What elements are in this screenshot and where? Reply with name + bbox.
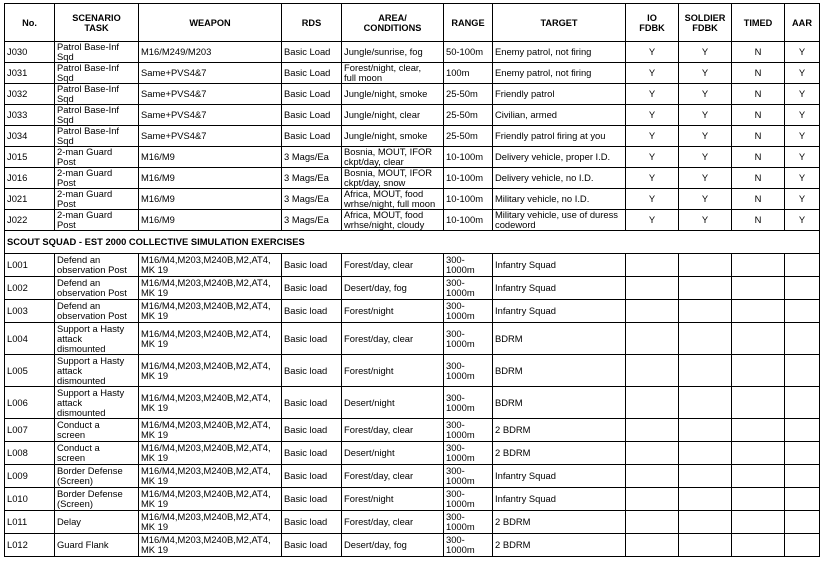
cell-area: Desert/day, fog (342, 534, 444, 557)
col-header-io-fdbk: IO FDBK (626, 4, 679, 42)
cell-aar (785, 277, 820, 300)
cell-task: Border Defense (Screen) (55, 488, 139, 511)
cell-timed: N (732, 42, 785, 63)
cell-soldier (679, 300, 732, 323)
cell-soldier: Y (679, 42, 732, 63)
cell-target: Infantry Squad (493, 300, 626, 323)
cell-range: 300- 1000m (444, 465, 493, 488)
cell-area: Forest/day, clear (342, 419, 444, 442)
cell-rds: Basic load (282, 323, 342, 355)
cell-aar (785, 355, 820, 387)
cell-io (626, 488, 679, 511)
col-header-rds: RDS (282, 4, 342, 42)
cell-io (626, 465, 679, 488)
cell-rds: Basic Load (282, 42, 342, 63)
cell-io: Y (626, 147, 679, 168)
cell-no: L006 (5, 387, 55, 419)
cell-soldier: Y (679, 210, 732, 231)
cell-timed (732, 488, 785, 511)
cell-timed: N (732, 105, 785, 126)
exercise-table (4, 3, 820, 557)
cell-timed (732, 511, 785, 534)
cell-io: Y (626, 210, 679, 231)
cell-range: 10-100m (444, 168, 493, 189)
table-row (5, 300, 820, 323)
cell-task: Patrol Base-Inf Sqd (55, 105, 139, 126)
cell-range: 300- 1000m (444, 488, 493, 511)
col-header-range: RANGE (444, 4, 493, 42)
cell-soldier (679, 419, 732, 442)
table-row (5, 105, 820, 126)
cell-rds: Basic load (282, 442, 342, 465)
cell-no: L010 (5, 488, 55, 511)
cell-task: Patrol Base-Inf Sqd (55, 84, 139, 105)
cell-task: Defend an observation Post (55, 300, 139, 323)
cell-target: Military vehicle, no I.D. (493, 189, 626, 210)
top-section (5, 42, 820, 231)
table-row (5, 442, 820, 465)
table-row (5, 488, 820, 511)
cell-soldier (679, 355, 732, 387)
table-row (5, 254, 820, 277)
cell-soldier: Y (679, 105, 732, 126)
cell-weapon: M16/M4,M203,M240B,M2,AT4, MK 19 (139, 277, 282, 300)
col-header-no: No. (5, 4, 55, 42)
cell-io (626, 355, 679, 387)
cell-io (626, 534, 679, 557)
cell-target: Enemy patrol, not firing (493, 63, 626, 84)
cell-range: 25-50m (444, 126, 493, 147)
cell-rds: Basic load (282, 534, 342, 557)
table-row (5, 465, 820, 488)
col-header-task: SCENARIO TASK (55, 4, 139, 42)
cell-io (626, 419, 679, 442)
cell-range: 10-100m (444, 147, 493, 168)
col-header-target: TARGET (493, 4, 626, 42)
table-row (5, 534, 820, 557)
cell-soldier (679, 534, 732, 557)
cell-range: 300- 1000m (444, 300, 493, 323)
cell-task: Guard Flank (55, 534, 139, 557)
cell-aar (785, 300, 820, 323)
cell-task: Defend an observation Post (55, 277, 139, 300)
cell-weapon: M16/M4,M203,M240B,M2,AT4, MK 19 (139, 534, 282, 557)
cell-rds: Basic load (282, 387, 342, 419)
cell-area: Jungle/night, smoke (342, 126, 444, 147)
cell-soldier (679, 488, 732, 511)
col-header-soldier-fdbk: SOLDIER FDBK (679, 4, 732, 42)
cell-range: 300- 1000m (444, 511, 493, 534)
cell-weapon: M16/M4,M203,M240B,M2,AT4, MK 19 (139, 355, 282, 387)
cell-no: J016 (5, 168, 55, 189)
cell-soldier (679, 511, 732, 534)
cell-soldier (679, 442, 732, 465)
cell-weapon: M16/M4,M203,M240B,M2,AT4, MK 19 (139, 442, 282, 465)
cell-target: 2 BDRM (493, 419, 626, 442)
cell-area: Desert/day, fog (342, 277, 444, 300)
col-header-area: AREA/ CONDITIONS (342, 4, 444, 42)
cell-io: Y (626, 189, 679, 210)
table-row (5, 42, 820, 63)
cell-timed (732, 419, 785, 442)
cell-no: L004 (5, 323, 55, 355)
cell-rds: Basic load (282, 488, 342, 511)
cell-io (626, 511, 679, 534)
cell-weapon: M16/M4,M203,M240B,M2,AT4, MK 19 (139, 254, 282, 277)
cell-range: 50-100m (444, 42, 493, 63)
cell-weapon: Same+PVS4&7 (139, 126, 282, 147)
cell-weapon: Same+PVS4&7 (139, 63, 282, 84)
cell-soldier (679, 277, 732, 300)
cell-io (626, 254, 679, 277)
cell-io: Y (626, 63, 679, 84)
cell-io (626, 323, 679, 355)
table-row (5, 210, 820, 231)
cell-target: 2 BDRM (493, 534, 626, 557)
cell-aar: Y (785, 84, 820, 105)
cell-weapon: M16/M4,M203,M240B,M2,AT4, MK 19 (139, 465, 282, 488)
cell-area: Desert/night (342, 387, 444, 419)
cell-target: Infantry Squad (493, 488, 626, 511)
cell-area: Forest/day, clear (342, 511, 444, 534)
cell-rds: 3 Mags/Ea (282, 189, 342, 210)
cell-aar (785, 442, 820, 465)
cell-weapon: Same+PVS4&7 (139, 105, 282, 126)
section-title: SCOUT SQUAD - EST 2000 COLLECTIVE SIMULATION EXERCISES (5, 231, 820, 254)
cell-timed (732, 300, 785, 323)
cell-aar: Y (785, 189, 820, 210)
cell-area: Jungle/night, clear (342, 105, 444, 126)
table-row (5, 323, 820, 355)
cell-io (626, 387, 679, 419)
cell-rds: 3 Mags/Ea (282, 147, 342, 168)
table-row (5, 126, 820, 147)
cell-area: Desert/night (342, 442, 444, 465)
cell-task: 2-man Guard Post (55, 210, 139, 231)
cell-no: L008 (5, 442, 55, 465)
cell-range: 25-50m (444, 105, 493, 126)
cell-task: 2-man Guard Post (55, 147, 139, 168)
cell-timed: N (732, 63, 785, 84)
cell-target: Enemy patrol, not firing (493, 42, 626, 63)
cell-weapon: M16/M9 (139, 147, 282, 168)
cell-aar (785, 534, 820, 557)
cell-no: J021 (5, 189, 55, 210)
cell-aar: Y (785, 42, 820, 63)
cell-soldier (679, 254, 732, 277)
cell-target: Infantry Squad (493, 465, 626, 488)
cell-range: 300- 1000m (444, 277, 493, 300)
cell-task: Delay (55, 511, 139, 534)
cell-soldier (679, 323, 732, 355)
cell-range: 300- 1000m (444, 355, 493, 387)
cell-weapon: M16/M4,M203,M240B,M2,AT4, MK 19 (139, 323, 282, 355)
cell-area: Forest/night (342, 300, 444, 323)
cell-timed: N (732, 168, 785, 189)
cell-area: Africa, MOUT, food wrhse/night, cloudy (342, 210, 444, 231)
cell-task: Support a Hasty attack dismounted (55, 355, 139, 387)
cell-rds: 3 Mags/Ea (282, 210, 342, 231)
cell-no: J030 (5, 42, 55, 63)
cell-io: Y (626, 84, 679, 105)
cell-weapon: M16/M4,M203,M240B,M2,AT4, MK 19 (139, 419, 282, 442)
cell-weapon: M16/M4,M203,M240B,M2,AT4, MK 19 (139, 488, 282, 511)
cell-area: Forest/night (342, 488, 444, 511)
cell-no: J033 (5, 105, 55, 126)
cell-area: Forest/night (342, 355, 444, 387)
cell-io (626, 300, 679, 323)
cell-weapon: M16/M9 (139, 168, 282, 189)
section-heading-row (5, 231, 820, 254)
cell-rds: Basic Load (282, 63, 342, 84)
cell-no: L003 (5, 300, 55, 323)
cell-io (626, 442, 679, 465)
cell-task: Patrol Base-Inf Sqd (55, 42, 139, 63)
cell-task: Defend an observation Post (55, 254, 139, 277)
cell-range: 10-100m (444, 210, 493, 231)
bottom-section (5, 254, 820, 557)
cell-target: Delivery vehicle, proper I.D. (493, 147, 626, 168)
cell-weapon: Same+PVS4&7 (139, 84, 282, 105)
cell-soldier: Y (679, 84, 732, 105)
cell-aar (785, 419, 820, 442)
cell-io: Y (626, 105, 679, 126)
cell-range: 300- 1000m (444, 254, 493, 277)
cell-aar: Y (785, 168, 820, 189)
cell-no: L012 (5, 534, 55, 557)
cell-aar: Y (785, 147, 820, 168)
cell-aar (785, 387, 820, 419)
cell-task: 2-man Guard Post (55, 189, 139, 210)
section-break (5, 231, 820, 254)
cell-weapon: M16/M9 (139, 210, 282, 231)
cell-area: Bosnia, MOUT, IFOR ckpt/day, snow (342, 168, 444, 189)
cell-area: Jungle/night, smoke (342, 84, 444, 105)
cell-no: L001 (5, 254, 55, 277)
cell-range: 10-100m (444, 189, 493, 210)
cell-target: Infantry Squad (493, 254, 626, 277)
cell-task: Patrol Base-Inf Sqd (55, 63, 139, 84)
cell-no: L007 (5, 419, 55, 442)
cell-target: Military vehicle, use of duress codeword (493, 210, 626, 231)
cell-aar: Y (785, 63, 820, 84)
cell-target: 2 BDRM (493, 511, 626, 534)
cell-target: Friendly patrol (493, 84, 626, 105)
cell-io: Y (626, 126, 679, 147)
cell-aar: Y (785, 126, 820, 147)
cell-area: Bosnia, MOUT, IFOR ckpt/day, clear (342, 147, 444, 168)
cell-io: Y (626, 168, 679, 189)
cell-no: J015 (5, 147, 55, 168)
cell-timed (732, 442, 785, 465)
cell-target: BDRM (493, 355, 626, 387)
cell-range: 300- 1000m (444, 323, 493, 355)
col-header-weapon: WEAPON (139, 4, 282, 42)
cell-timed: N (732, 126, 785, 147)
cell-rds: 3 Mags/Ea (282, 168, 342, 189)
cell-range: 300- 1000m (444, 534, 493, 557)
cell-timed (732, 277, 785, 300)
cell-no: J034 (5, 126, 55, 147)
cell-weapon: M16/M9 (139, 189, 282, 210)
table-row (5, 84, 820, 105)
cell-area: Jungle/sunrise, fog (342, 42, 444, 63)
cell-rds: Basic load (282, 511, 342, 534)
table-row (5, 168, 820, 189)
cell-no: L002 (5, 277, 55, 300)
cell-timed: N (732, 189, 785, 210)
cell-aar: Y (785, 105, 820, 126)
cell-aar (785, 488, 820, 511)
cell-timed: N (732, 210, 785, 231)
cell-target: BDRM (493, 323, 626, 355)
cell-target: Infantry Squad (493, 277, 626, 300)
cell-io: Y (626, 42, 679, 63)
cell-timed (732, 323, 785, 355)
table-row (5, 419, 820, 442)
cell-timed (732, 387, 785, 419)
cell-soldier: Y (679, 126, 732, 147)
cell-target: Civilian, armed (493, 105, 626, 126)
cell-task: Conduct a screen (55, 442, 139, 465)
cell-task: Support a Hasty attack dismounted (55, 387, 139, 419)
cell-soldier: Y (679, 189, 732, 210)
cell-timed: N (732, 84, 785, 105)
cell-rds: Basic load (282, 419, 342, 442)
cell-aar: Y (785, 210, 820, 231)
cell-rds: Basic load (282, 300, 342, 323)
cell-range: 25-50m (444, 84, 493, 105)
cell-task: Conduct a screen (55, 419, 139, 442)
cell-range: 300- 1000m (444, 387, 493, 419)
cell-area: Forest/day, clear (342, 254, 444, 277)
cell-timed (732, 254, 785, 277)
cell-rds: Basic load (282, 465, 342, 488)
cell-timed: N (732, 147, 785, 168)
cell-weapon: M16/M4,M203,M240B,M2,AT4, MK 19 (139, 511, 282, 534)
cell-rds: Basic load (282, 254, 342, 277)
cell-target: BDRM (493, 387, 626, 419)
cell-range: 300- 1000m (444, 442, 493, 465)
table-row (5, 511, 820, 534)
cell-target: Friendly patrol firing at you (493, 126, 626, 147)
table-row (5, 277, 820, 300)
cell-area: Forest/day, clear (342, 465, 444, 488)
cell-target: Delivery vehicle, no I.D. (493, 168, 626, 189)
cell-range: 300- 1000m (444, 419, 493, 442)
cell-task: 2-man Guard Post (55, 168, 139, 189)
cell-weapon: M16/M249/M203 (139, 42, 282, 63)
header-row (5, 4, 820, 42)
cell-soldier: Y (679, 63, 732, 84)
cell-timed (732, 465, 785, 488)
cell-no: L005 (5, 355, 55, 387)
cell-task: Patrol Base-Inf Sqd (55, 126, 139, 147)
cell-soldier: Y (679, 147, 732, 168)
cell-weapon: M16/M4,M203,M240B,M2,AT4, MK 19 (139, 387, 282, 419)
cell-no: J032 (5, 84, 55, 105)
cell-range: 100m (444, 63, 493, 84)
cell-area: Forest/day, clear (342, 323, 444, 355)
cell-aar (785, 254, 820, 277)
cell-rds: Basic load (282, 277, 342, 300)
cell-aar (785, 511, 820, 534)
cell-task: Support a Hasty attack dismounted (55, 323, 139, 355)
cell-soldier (679, 465, 732, 488)
cell-aar (785, 323, 820, 355)
cell-no: L011 (5, 511, 55, 534)
cell-weapon: M16/M4,M203,M240B,M2,AT4, MK 19 (139, 300, 282, 323)
col-header-timed: TIMED (732, 4, 785, 42)
table-row (5, 189, 820, 210)
cell-task: Border Defense (Screen) (55, 465, 139, 488)
cell-io (626, 277, 679, 300)
table-row (5, 355, 820, 387)
cell-no: J031 (5, 63, 55, 84)
cell-timed (732, 534, 785, 557)
cell-timed (732, 355, 785, 387)
cell-aar (785, 465, 820, 488)
cell-rds: Basic Load (282, 105, 342, 126)
cell-rds: Basic load (282, 355, 342, 387)
cell-soldier (679, 387, 732, 419)
cell-no: J022 (5, 210, 55, 231)
table-row (5, 63, 820, 84)
cell-area: Africa, MOUT, food wrhse/night, full moon (342, 189, 444, 210)
cell-soldier: Y (679, 168, 732, 189)
cell-rds: Basic Load (282, 126, 342, 147)
cell-target: 2 BDRM (493, 442, 626, 465)
cell-no: L009 (5, 465, 55, 488)
col-header-aar: AAR (785, 4, 820, 42)
table-row (5, 147, 820, 168)
table-row (5, 387, 820, 419)
cell-area: Forest/night, clear, full moon (342, 63, 444, 84)
cell-rds: Basic Load (282, 84, 342, 105)
